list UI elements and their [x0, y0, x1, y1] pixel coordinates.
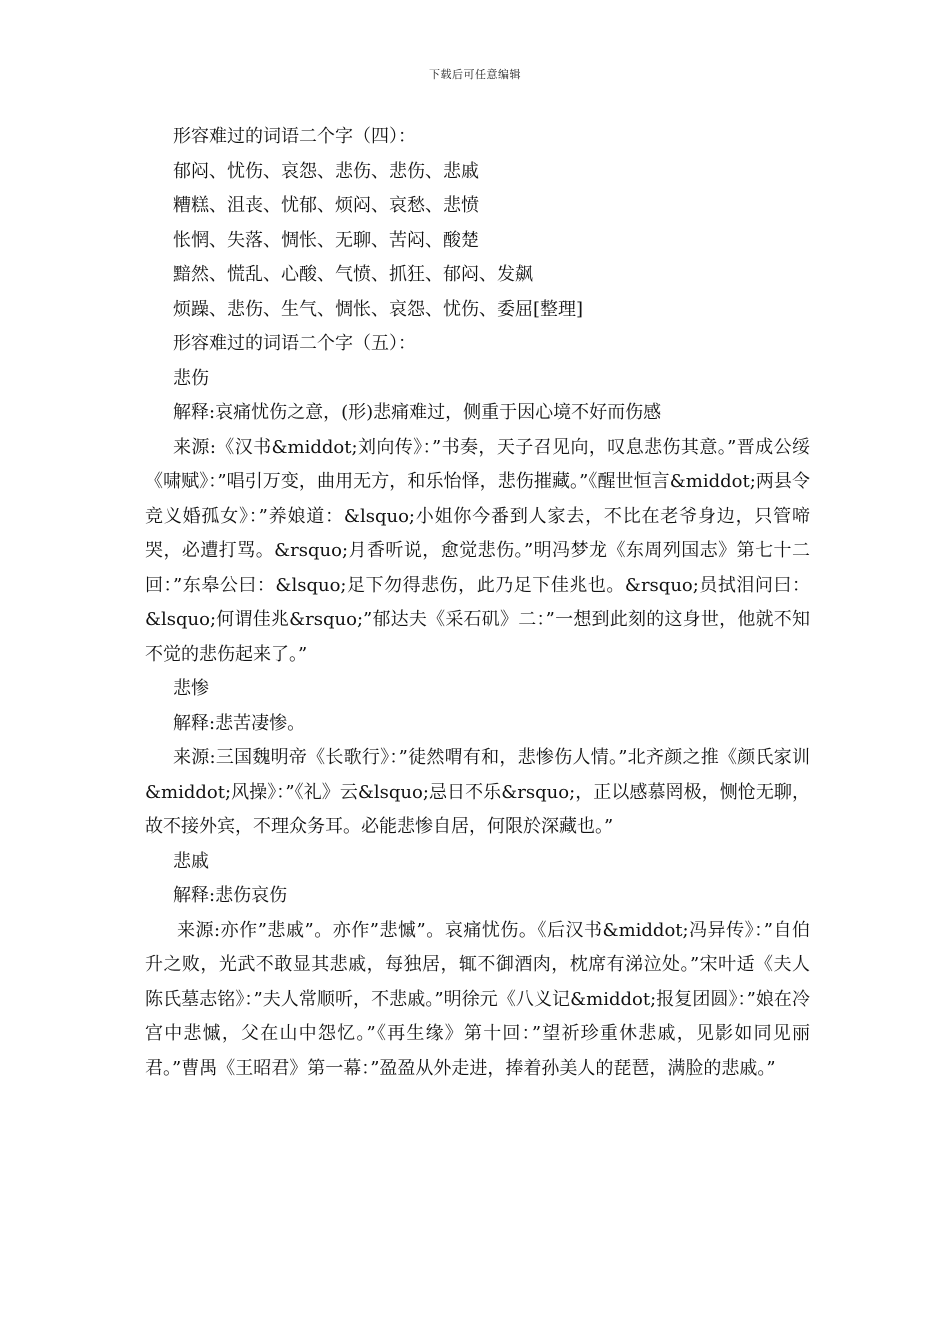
entry-source: 来源:《汉书&middot;刘向传》：”书奏，天子召见向，叹息悲伤其意。”晋成公绥《啸赋》：”唱引万变，曲用无方，和乐怡怿，悲伤摧藏。”《醒世恒言&middot;两县令竞义婚孤女》：”养娘道：&lsquo;小姐你今番到人家去，不比在老爷身边，只管啼哭，必遭打骂。&rsquo;月香听说，愈觉悲伤。”明冯梦龙《东周列国志》第七十二回：”东皋公曰：&lsquo;足下勿得悲伤，此乃足下佳兆也。&rsquo;员拭泪问曰：&lsquo;何谓佳兆&rsquo;”郁达夫《采石矶》二：”一想到此刻的这身世，他就不知不觉的悲伤起来了。”: [145, 436, 810, 665]
word-list-line: 郁闷、忧伤、哀怨、悲伤、悲伤、悲戚: [173, 160, 479, 182]
entry-explanation: 解释:悲伤哀伤: [173, 885, 288, 906]
section-heading-5: 形容难过的词语二个字（五）：: [173, 333, 416, 354]
section-heading-4: 形容难过的词语二个字（四）：: [173, 126, 416, 147]
word-list-line: 怅惘、失落、惆怅、无聊、苦闷、酸楚: [173, 229, 479, 251]
word-list-line: 糟糕、沮丧、忧郁、烦闷、哀愁、悲愤: [173, 195, 479, 216]
entry-word: 悲伤: [173, 367, 209, 389]
document-body: [145, 120, 810, 1086]
entry-word: 悲惨: [173, 678, 209, 699]
word-list-line: 黯然、慌乱、心酸、气愤、抓狂、郁闷、发飙: [173, 264, 533, 285]
entry-explanation: 解释:悲苦凄惨。: [173, 712, 306, 734]
entry-source: 来源:三国魏明帝《长歌行》：”徒然喟有和，悲惨伤人情。”北齐颜之推《颜氏家训&middot;风操》：”《礼》云&lsquo;忌日不乐&rsquo;，正以感慕罔极，恻怆无聊，故不接外宾，不理众务耳。必能悲惨自居，何限於深藏也。”: [145, 747, 810, 837]
entry-word: 悲戚: [173, 850, 209, 872]
word-list-line: 烦躁、悲伤、生气、惆怅、哀怨、忧伤、委屈[整理]: [173, 298, 584, 320]
entry-source: 来源:亦作”悲戚”。亦作”悲慽”。哀痛忧伤。《后汉书&middot;冯异传》：”自伯升之败，光武不敢显其悲戚，每独居，辄不御酒肉，枕席有涕泣处。”宋叶适《夫人陈氏墓志铭》：”夫人常顺听，不悲戚。”明徐元《八义记&middot;报复团圆》：”娘在冷宫中悲慽，父在山中怨忆。”《再生缘》第十回：”望祈珍重休悲戚，见影如同见丽君。”曹禺《王昭君》第一幕：”盈盈从外走进，捧着孙美人的琵琶，满脸的悲戚。”: [145, 919, 810, 1079]
page-header: 下载后可任意编辑: [429, 68, 521, 81]
entry-explanation: 解释:哀痛忧伤之意，(形)悲痛难过，侧重于因心境不好而伤感: [173, 402, 662, 423]
